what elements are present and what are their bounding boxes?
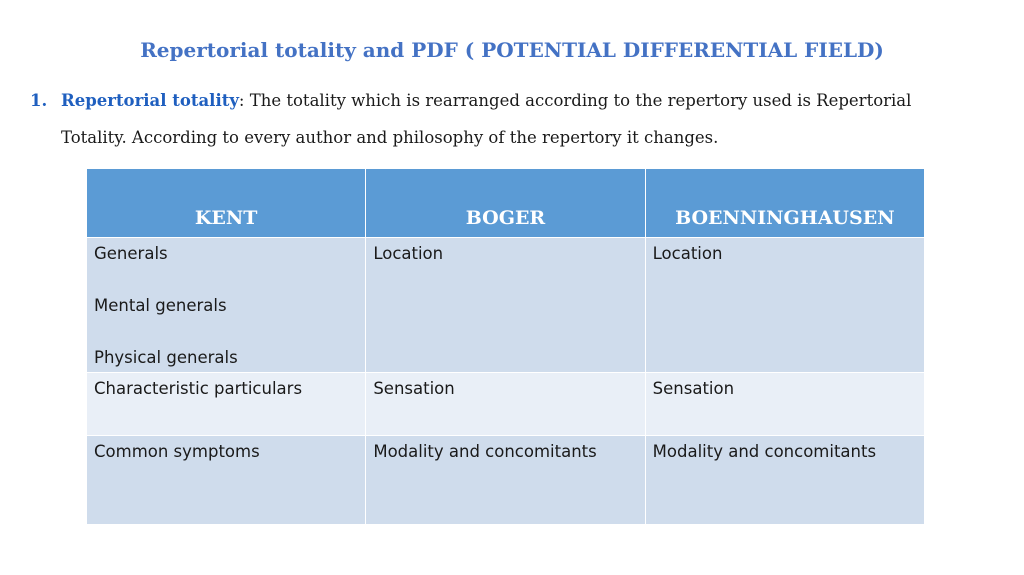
slide-title: Repertorial totality and PDF ( POTENTIAL DIFFERENTIAL FIELD) (140, 38, 884, 62)
cell-boenninghausen (645, 238, 924, 373)
table-row (87, 436, 925, 525)
repertory-comparison-table (86, 168, 925, 525)
numbered-point (30, 82, 990, 156)
table-row (87, 373, 925, 436)
cell-kent (87, 373, 366, 436)
cell-kent (87, 238, 366, 373)
cell-text: Mental generals (94, 296, 227, 315)
header-kent: KENT (87, 169, 366, 238)
cell-boger (366, 238, 645, 373)
cell-text: Sensation (373, 379, 455, 398)
cell-text: Generals (94, 244, 168, 263)
cell-text: Physical generals (94, 348, 238, 367)
cell-boger (366, 436, 645, 525)
cell-text: Common symptoms (94, 442, 260, 461)
cell-boenninghausen (645, 373, 924, 436)
cell-text: Location (373, 244, 444, 263)
table-header-row (87, 169, 925, 238)
point-text-line2: Totality. According to every author and philosophy of the repertory it changes. (61, 128, 719, 147)
cell-kent (87, 436, 366, 525)
table-row (87, 238, 925, 373)
cell-text: Characteristic particulars (94, 379, 303, 398)
point-term: Repertorial totality (61, 91, 239, 110)
header-boger: BOGER (366, 169, 645, 238)
cell-text: Location (652, 244, 723, 263)
cell-boenninghausen (645, 436, 924, 525)
point-body (61, 82, 990, 156)
cell-text: Sensation (652, 379, 735, 398)
point-text-line1: : The totality which is rearranged according to the repertory used is Repertorial (238, 91, 912, 110)
header-boenninghausen: BOENNINGHAUSEN (645, 169, 924, 238)
point-number: 1. (30, 91, 48, 110)
cell-text: Modality and concomitants (652, 442, 877, 461)
cell-boger (366, 373, 645, 436)
cell-text: Modality and concomitants (373, 442, 597, 461)
